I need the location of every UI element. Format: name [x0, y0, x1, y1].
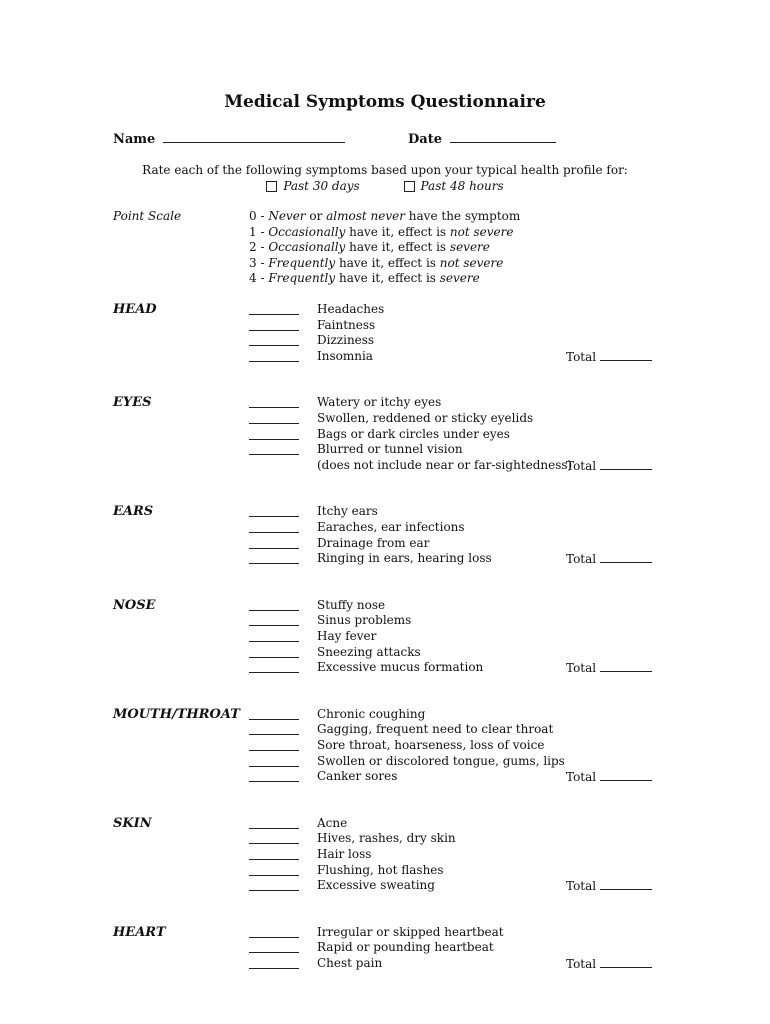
total-blank[interactable] — [600, 458, 652, 470]
symptom-label: Stuffy nose — [317, 597, 386, 612]
rating-blank[interactable] — [249, 831, 299, 844]
rating-blank[interactable] — [249, 847, 299, 860]
rating-blank[interactable] — [249, 878, 299, 891]
total-blank[interactable] — [600, 551, 652, 563]
scale-row — [249, 271, 480, 285]
point-scale-label: Point Scale — [113, 209, 182, 223]
name-field[interactable] — [113, 131, 345, 147]
symptom-label: Chronic coughing — [317, 706, 426, 721]
rating-blank[interactable] — [249, 629, 299, 642]
symptom-label: Blurred or tunnel vision — [317, 442, 463, 457]
scale-severity: not severe — [449, 224, 514, 239]
rating-blank[interactable] — [249, 442, 299, 455]
rating-blank[interactable] — [249, 816, 299, 829]
scale-row — [249, 225, 513, 239]
scale-number: 2 - — [249, 240, 269, 255]
scale-row — [249, 209, 520, 223]
section-total — [566, 878, 652, 893]
scale-text: have it, effect is — [345, 240, 450, 255]
total-blank[interactable] — [600, 349, 652, 361]
rating-blank[interactable] — [249, 863, 299, 876]
rating-blank[interactable] — [249, 427, 299, 440]
total-label: Total — [566, 458, 597, 473]
total-label: Total — [566, 552, 597, 567]
scale-severity: almost never — [326, 209, 405, 223]
rating-blank[interactable] — [249, 754, 299, 767]
rating-blank[interactable] — [249, 349, 299, 362]
scale-row — [249, 240, 490, 254]
symptom-label: Canker sores — [317, 769, 398, 784]
page-title: Medical Symptoms Questionnaire — [224, 92, 546, 112]
total-blank[interactable] — [600, 769, 652, 781]
date-line[interactable] — [450, 131, 556, 143]
symptom-label: Sneezing attacks — [317, 644, 421, 659]
section-total — [566, 956, 652, 971]
rating-blank[interactable] — [249, 504, 299, 517]
rating-blank[interactable] — [249, 520, 299, 533]
name-line[interactable] — [163, 131, 345, 143]
scale-number: 3 - — [249, 255, 269, 270]
scale-frequency: Occasionally — [268, 224, 346, 239]
rating-blank[interactable] — [249, 925, 299, 938]
rating-blank[interactable] — [249, 769, 299, 782]
rating-blank[interactable] — [249, 551, 299, 564]
scale-frequency: Frequently — [268, 271, 336, 286]
section-total — [566, 349, 652, 364]
section-total — [566, 660, 652, 675]
rating-blank[interactable] — [249, 707, 299, 720]
symptom-label: Insomnia — [317, 348, 373, 363]
symptom-label: Itchy ears — [317, 504, 378, 519]
symptom-label: Swollen, reddened or sticky eyelids — [317, 411, 534, 425]
symptom-label: Bags or dark circles under eyes — [317, 426, 510, 441]
scale-number: 1 - — [249, 224, 269, 239]
section-total — [566, 551, 652, 566]
scale-frequency: Never — [268, 209, 306, 223]
section-total — [566, 769, 652, 784]
name-label: Name — [113, 132, 156, 147]
symptom-label: Faintness — [317, 317, 376, 332]
rating-blank[interactable] — [249, 660, 299, 673]
scale-text: have the symptom — [404, 209, 521, 223]
total-blank[interactable] — [600, 878, 652, 890]
rating-blank[interactable] — [249, 411, 299, 424]
checkbox-icon[interactable] — [266, 181, 277, 192]
symptom-label: Hives, rashes, dry skin — [317, 831, 456, 846]
rating-blank[interactable] — [249, 940, 299, 953]
symptom-label: Sore throat, hoarseness, loss of voice — [317, 738, 545, 752]
section-total — [566, 458, 652, 473]
date-label: Date — [408, 132, 442, 147]
symptom-label: Chest pain — [317, 956, 383, 970]
option-label: Past 30 days — [283, 179, 360, 193]
section-title: HEART — [113, 924, 166, 940]
symptom-label: Hay fever — [317, 629, 377, 643]
total-label: Total — [566, 661, 597, 676]
section-title: SKIN — [113, 815, 152, 831]
date-field[interactable] — [408, 131, 556, 147]
scale-number: 0 - — [249, 209, 269, 223]
symptom-label: Rapid or pounding heartbeat — [317, 940, 494, 955]
rating-blank[interactable] — [249, 318, 299, 331]
checkbox-icon[interactable] — [404, 181, 415, 192]
section-title: NOSE — [113, 597, 156, 613]
section-title: EARS — [113, 504, 154, 520]
rating-blank[interactable] — [249, 645, 299, 658]
section-title: HEAD — [113, 302, 157, 317]
scale-frequency: Frequently — [268, 255, 336, 270]
scale-severity: severe — [439, 271, 480, 286]
scale-number: 4 - — [249, 271, 269, 286]
period-options — [0, 179, 770, 195]
total-blank[interactable] — [600, 956, 652, 968]
scale-text: have it, effect is — [335, 255, 440, 270]
rating-blank[interactable] — [249, 395, 299, 408]
rating-blank[interactable] — [249, 536, 299, 549]
scale-text: have it, effect is — [335, 271, 440, 286]
symptom-label: Ringing in ears, hearing loss — [317, 551, 492, 566]
rating-blank[interactable] — [249, 333, 299, 346]
total-label: Total — [566, 879, 597, 894]
rating-blank[interactable] — [249, 598, 299, 611]
scale-text: have it, effect is — [345, 224, 450, 239]
symptom-label: Sinus problems — [317, 613, 412, 628]
total-label: Total — [566, 957, 597, 971]
symptom-label: Acne — [317, 815, 348, 830]
section-title: EYES — [113, 395, 152, 411]
total-blank[interactable] — [600, 660, 652, 672]
symptom-label: Swollen or discolored tongue, gums, lips — [317, 753, 565, 768]
symptom-note: (does not include near or far-sightedness) — [317, 457, 573, 472]
symptom-label: Dizziness — [317, 333, 375, 348]
symptom-label: Excessive sweating — [317, 878, 435, 893]
total-label: Total — [566, 770, 597, 785]
symptom-label: Earaches, ear infections — [317, 520, 465, 534]
symptom-label: Watery or itchy eyes — [317, 395, 442, 410]
instructions: Rate each of the following symptoms based upon your typical health profile for: — [142, 163, 628, 177]
option-past-48-hours[interactable] — [404, 179, 504, 193]
rating-blank[interactable] — [249, 613, 299, 626]
rating-blank[interactable] — [249, 738, 299, 751]
scale-frequency: Occasionally — [268, 240, 346, 255]
scale-text: or — [305, 209, 327, 223]
symptom-label: Drainage from ear — [317, 535, 430, 550]
rating-blank[interactable] — [249, 302, 299, 315]
symptom-label: Gagging, frequent need to clear throat — [317, 722, 554, 737]
symptom-label: Irregular or skipped heartbeat — [317, 924, 504, 939]
option-past-30-days[interactable] — [266, 179, 359, 193]
symptom-label: Hair loss — [317, 847, 372, 861]
scale-severity: severe — [449, 240, 490, 255]
symptom-label: Flushing, hot flashes — [317, 862, 444, 877]
option-label: Past 48 hours — [420, 179, 504, 193]
scale-severity: not severe — [439, 255, 504, 270]
rating-blank[interactable] — [249, 722, 299, 735]
rating-blank[interactable] — [249, 956, 299, 969]
scale-row — [249, 256, 503, 270]
symptom-label: Excessive mucus formation — [317, 660, 484, 675]
total-label: Total — [566, 349, 597, 364]
section-title: MOUTH/THROAT — [113, 706, 240, 722]
symptom-label: Headaches — [317, 302, 385, 316]
